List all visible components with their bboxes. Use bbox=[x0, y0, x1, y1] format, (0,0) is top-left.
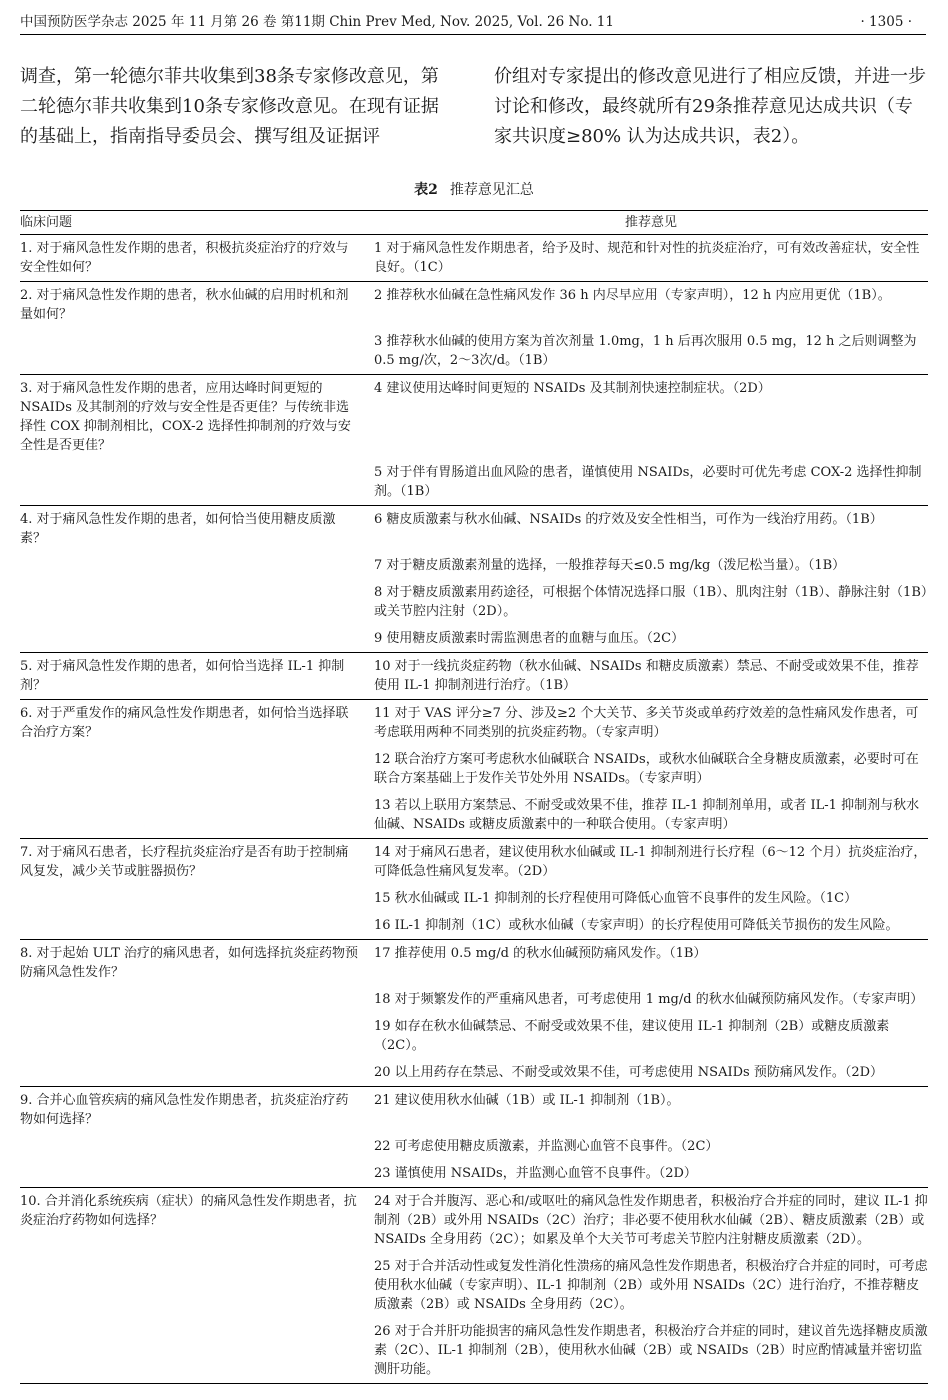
running-header bbox=[20, 10, 926, 35]
table-row bbox=[20, 235, 928, 282]
clinical-question-cell bbox=[20, 1160, 374, 1188]
recommendation-cell: 25 对于合并活动性或复发性消化性溃疡的痛风急性发作期患者，积极治疗合并症的同时，可考虑使用秋水仙碱（专家声明）、IL-1 抑制剂（2B）或外用 NSAIDs（2C）进行治疗，不推荐糖皮质激素（2B）或 NSAIDs 全身用药（2C）。 bbox=[374, 1259, 928, 1312]
recommendation-cell: 9 使用糖皮质激素时需监测患者的血糖与血压。（2C） bbox=[374, 631, 685, 646]
table-row bbox=[20, 282, 928, 329]
recommendation-cell: 10 对于一线抗炎症药物（秋水仙碱、NSAIDs 和糖皮质激素）禁忌、不耐受或效果不佳，推荐使用 IL-1 抑制剂进行治疗。（1B） bbox=[374, 653, 928, 700]
journal-citation: 中国预防医学杂志 2025 年 11 月第 26 卷 第11期 Chin Prev Med, Nov. 2025, Vol. 26 No. 11 bbox=[20, 14, 614, 30]
page-number: · 1305 · bbox=[860, 14, 912, 30]
table-row bbox=[20, 912, 928, 940]
table-caption bbox=[0, 179, 948, 201]
clinical-question-cell: 8. 对于起始 ULT 治疗的痛风患者，如何选择抗炎症药物预防痛风急性发作？ bbox=[20, 940, 374, 987]
table-row bbox=[20, 328, 928, 375]
table-title: 推荐意见汇总 bbox=[449, 182, 534, 198]
clinical-question-cell bbox=[20, 1318, 374, 1384]
column-header-recommendation: 推荐意见 bbox=[374, 211, 928, 235]
table-label: 表2 bbox=[414, 182, 438, 198]
table-row bbox=[20, 746, 928, 792]
table-row bbox=[20, 792, 928, 839]
table-row bbox=[20, 1188, 928, 1254]
clinical-question-cell: 5. 对于痛风急性发作期的患者，如何恰当选择 IL-1 抑制剂？ bbox=[20, 653, 374, 700]
clinical-question-cell bbox=[20, 746, 374, 792]
table-row bbox=[20, 986, 928, 1013]
table-row bbox=[20, 885, 928, 912]
table-row bbox=[20, 940, 928, 987]
recommendation-cell: 8 对于糖皮质激素用药途径，可根据个体情况选择口服（1B）、肌肉注射（1B）、静脉注射（1B）或关节腔内注射（2D）。 bbox=[374, 585, 928, 619]
table-row bbox=[20, 625, 928, 653]
table-row bbox=[20, 1253, 928, 1318]
recommendation-cell: 16 IL-1 抑制剂（1C）或秋水仙碱（专家声明）的长疗程使用可降低关节损伤的发生风险。 bbox=[374, 918, 899, 933]
table-row bbox=[20, 1013, 928, 1059]
table-row bbox=[20, 1133, 928, 1160]
intro-text bbox=[20, 62, 926, 152]
clinical-question-cell bbox=[20, 552, 374, 579]
clinical-question-cell bbox=[20, 1253, 374, 1318]
table-row bbox=[20, 552, 928, 579]
recommendation-cell: 1 对于痛风急性发作期患者，给予及时、规范和针对性的抗炎症治疗，可有效改善症状，安全性良好。（1C） bbox=[374, 235, 928, 282]
table-row bbox=[20, 1318, 928, 1384]
recommendation-cell: 24 对于合并腹泻、恶心和/或呕吐的痛风急性发作期患者，积极治疗合并症的同时，建议 IL-1 抑制剂（2B）或外用 NSAIDs（2C）治疗；非必要不使用秋水仙碱（2B）、糖皮质激素（2B）或 NSAIDs 全身用药（2C）；如累及单个大关节可考虑关节腔内注射糖皮质激素（2D）。 bbox=[374, 1188, 928, 1254]
recommendation-cell: 23 谨慎使用 NSAIDs，并监测心血管不良事件。（2D） bbox=[374, 1166, 697, 1181]
recommendation-cell: 2 推荐秋水仙碱在急性痛风发作 36 h 内尽早应用（专家声明），12 h 内应用更优（1B）。 bbox=[374, 282, 928, 329]
recommendation-cell: 13 若以上联用方案禁忌、不耐受或效果不佳，推荐 IL-1 抑制剂单用，或者 IL-1 抑制剂与秋水仙碱、NSAIDs 或糖皮质激素中的一种联合使用。（专家声明） bbox=[374, 798, 920, 832]
clinical-question-cell: 2. 对于痛风急性发作期的患者，秋水仙碱的启用时机和剂量如何？ bbox=[20, 282, 374, 329]
clinical-question-cell bbox=[20, 1059, 374, 1087]
table-row bbox=[20, 700, 928, 747]
table-row bbox=[20, 839, 928, 886]
table-row bbox=[20, 1087, 928, 1134]
clinical-question-cell bbox=[20, 986, 374, 1013]
recommendation-cell: 11 对于 VAS 评分≥7 分、涉及≥2 个大关节、多关节炎或单药疗效差的急性痛风发作患者，可考虑联用两种不同类别的抗炎症药物。（专家声明） bbox=[374, 700, 928, 747]
clinical-question-cell: 10. 合并消化系统疾病（症状）的痛风急性发作期患者，抗炎症治疗药物如何选择？ bbox=[20, 1188, 374, 1254]
table-row bbox=[20, 459, 928, 506]
recommendation-table bbox=[20, 210, 928, 1384]
clinical-question-cell bbox=[20, 625, 374, 653]
table-row bbox=[20, 506, 928, 553]
clinical-question-cell: 7. 对于痛风石患者，长疗程抗炎症治疗是否有助于控制痛风复发，减少关节或脏器损伤？ bbox=[20, 839, 374, 886]
recommendation-cell: 19 如存在秋水仙碱禁忌、不耐受或效果不佳，建议使用 IL-1 抑制剂（2B）或糖皮质激素（2C）。 bbox=[374, 1019, 890, 1053]
clinical-question-cell: 1. 对于痛风急性发作期的患者，积极抗炎症治疗的疗效与安全性如何？ bbox=[20, 235, 374, 282]
table-row bbox=[20, 579, 928, 625]
clinical-question-cell bbox=[20, 1013, 374, 1059]
clinical-question-cell: 9. 合并心血管疾病的痛风急性发作期患者，抗炎症治疗药物如何选择？ bbox=[20, 1087, 374, 1134]
recommendation-cell: 6 糖皮质激素与秋水仙碱、NSAIDs 的疗效及安全性相当，可作为一线治疗用药。（1B） bbox=[374, 506, 928, 553]
clinical-question-cell bbox=[20, 328, 374, 375]
table-row bbox=[20, 375, 928, 460]
clinical-question-cell bbox=[20, 885, 374, 912]
clinical-question-cell: 4. 对于痛风急性发作期的患者，如何恰当使用糖皮质激素？ bbox=[20, 506, 374, 553]
recommendation-cell: 3 推荐秋水仙碱的使用方案为首次剂量 1.0mg，1 h 后再次服用 0.5 mg，12 h 之后则调整为 0.5 mg/次，2～3次/d。（1B） bbox=[374, 334, 917, 368]
intro-column-right: 价组对专家提出的修改意见进行了相应反馈，并进一步讨论和修改，最终就所有29条推荐意见达成共识（专家共识度≥80% 认为达成共识，表2）。 bbox=[494, 66, 926, 147]
recommendation-cell: 21 建议使用秋水仙碱（1B）或 IL-1 抑制剂（1B）。 bbox=[374, 1087, 928, 1134]
recommendation-cell: 22 可考虑使用糖皮质激素，并监测心血管不良事件。（2C） bbox=[374, 1139, 719, 1154]
clinical-question-cell bbox=[20, 579, 374, 625]
table-header-row bbox=[20, 211, 928, 235]
recommendation-cell: 7 对于糖皮质激素剂量的选择，一般推荐每天≤0.5 mg/kg（泼尼松当量）。（1B） bbox=[374, 558, 846, 573]
recommendation-cell: 20 以上用药存在禁忌、不耐受或效果不佳，可考虑使用 NSAIDs 预防痛风发作。（2D） bbox=[374, 1065, 884, 1080]
clinical-question-cell: 3. 对于痛风急性发作期的患者，应用达峰时间更短的 NSAIDs 及其制剂的疗效与安全性是否更佳？与传统非选择性 COX 抑制剂相比，COX-2 选择性抑制剂的疗效与安全性是否更佳？ bbox=[20, 375, 374, 460]
recommendation-cell: 5 对于伴有胃肠道出血风险的患者，谨慎使用 NSAIDs，必要时可优先考虑 COX-2 选择性抑制剂。（1B） bbox=[374, 465, 922, 499]
recommendation-cell: 18 对于频繁发作的严重痛风患者，可考虑使用 1 mg/d 的秋水仙碱预防痛风发作。（专家声明） bbox=[374, 992, 924, 1007]
table-row bbox=[20, 653, 928, 700]
recommendation-cell: 15 秋水仙碱或 IL-1 抑制剂的长疗程使用可降低心血管不良事件的发生风险。（1C） bbox=[374, 891, 858, 906]
intro-column-left: 调查，第一轮德尔菲共收集到38条专家修改意见，第二轮德尔菲共收集到10条专家修改意见。在现有证据的基础上，指南指导委员会、撰写组及证据评 bbox=[20, 66, 439, 147]
clinical-question-cell bbox=[20, 912, 374, 940]
clinical-question-cell bbox=[20, 459, 374, 506]
clinical-question-cell bbox=[20, 1133, 374, 1160]
clinical-question-cell: 6. 对于严重发作的痛风急性发作期患者，如何恰当选择联合治疗方案？ bbox=[20, 700, 374, 747]
table-row bbox=[20, 1059, 928, 1087]
table-row bbox=[20, 1160, 928, 1188]
clinical-question-cell bbox=[20, 792, 374, 839]
recommendation-cell: 17 推荐使用 0.5 mg/d 的秋水仙碱预防痛风发作。（1B） bbox=[374, 940, 928, 987]
table-body bbox=[20, 235, 928, 1384]
recommendation-cell: 26 对于合并肝功能损害的痛风急性发作期患者，积极治疗合并症的同时，建议首先选择糖皮质激素（2C）、IL-1 抑制剂（2B），使用秋水仙碱（2B）或 NSAIDs（2B）时应酌情减量并密切监测肝功能。 bbox=[374, 1318, 928, 1384]
recommendation-cell: 14 对于痛风石患者，建议使用秋水仙碱或 IL-1 抑制剂进行长疗程（6～12 个月）抗炎症治疗，可降低急性痛风复发率。（2D） bbox=[374, 839, 928, 886]
recommendation-cell: 4 建议使用达峰时间更短的 NSAIDs 及其制剂快速控制症状。（2D） bbox=[374, 375, 928, 460]
column-header-question: 临床问题 bbox=[20, 211, 374, 235]
recommendation-cell: 12 联合治疗方案可考虑秋水仙碱联合 NSAIDs，或秋水仙碱联合全身糖皮质激素，必要时可在联合方案基础上于发作关节处外用 NSAIDs。（专家声明） bbox=[374, 752, 919, 786]
